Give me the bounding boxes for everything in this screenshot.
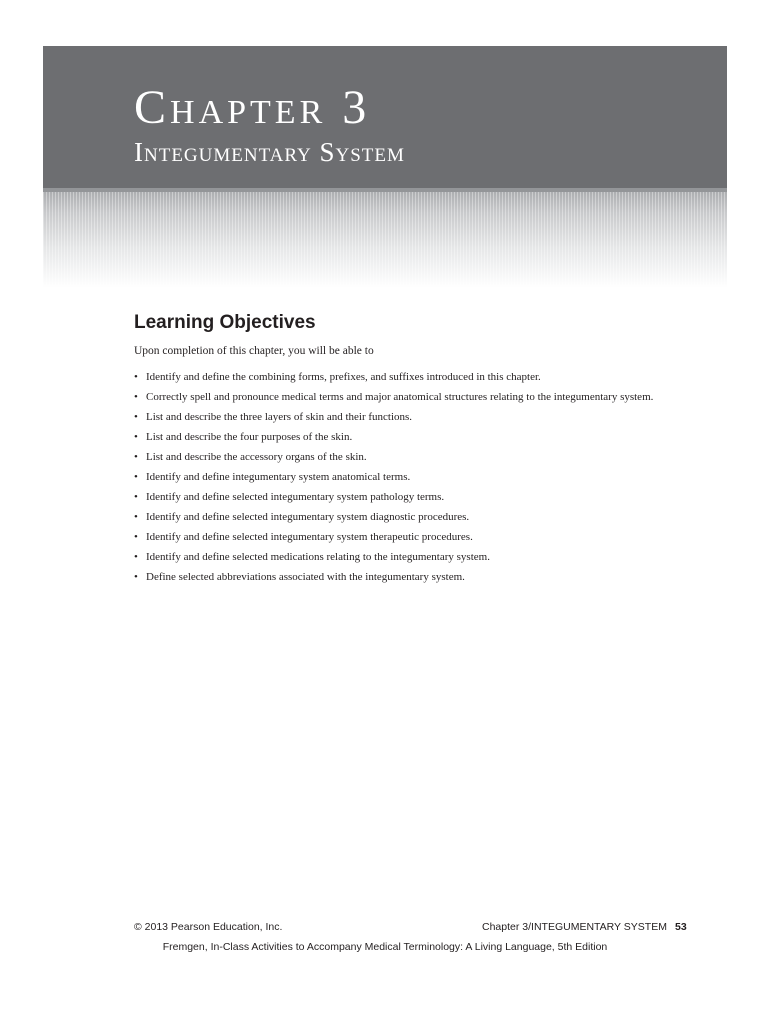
objective-text: Identify and define selected integumentary system pathology terms. <box>146 491 445 503</box>
objective-text: List and describe the accessory organs of the skin. <box>146 451 367 463</box>
learning-objectives-heading: Learning Objectives <box>134 312 316 333</box>
objective-text: Identify and define selected medications relating to the integumentary system. <box>146 551 490 563</box>
bullet-icon: • <box>134 371 138 383</box>
objective-item <box>134 547 694 567</box>
objective-item <box>134 407 694 427</box>
bullet-icon: • <box>134 391 138 403</box>
objective-item <box>134 447 694 467</box>
objective-text: Identify and define selected integumentary system diagnostic procedures. <box>146 511 470 523</box>
objective-text: List and describe the three layers of skin and their functions. <box>146 411 413 423</box>
objective-item <box>134 567 694 587</box>
objective-item <box>134 467 694 487</box>
bullet-icon: • <box>134 551 138 563</box>
bullet-icon: • <box>134 571 138 583</box>
objective-item <box>134 387 694 407</box>
objective-item <box>134 507 694 527</box>
book-title-footer: Fremgen, In-Class Activities to Accompany Medical Terminology: A Living Language, 5th Edition <box>162 941 608 953</box>
chapter-title: Chapter 3 <box>134 81 371 134</box>
bullet-icon: • <box>134 531 138 543</box>
objectives-list <box>134 367 694 587</box>
chapter-subtitle: Integumentary System <box>134 137 405 167</box>
bullet-icon: • <box>134 411 138 423</box>
objective-text: Correctly spell and pronounce medical terms and major anatomical structures relating to the integumentary system. <box>146 391 654 403</box>
objective-item <box>134 367 694 387</box>
objectives-intro: Upon completion of this chapter, you will be able to <box>134 345 374 357</box>
banner-gradient <box>43 188 727 288</box>
objective-item <box>134 487 694 507</box>
objective-item <box>134 427 694 447</box>
objective-text: Identify and define the combining forms, prefixes, and suffixes introduced in this chapter. <box>146 371 541 383</box>
bullet-icon: • <box>134 511 138 523</box>
bullet-icon: • <box>134 471 138 483</box>
bullet-icon: • <box>134 451 138 463</box>
objective-text: Identify and define integumentary system anatomical terms. <box>146 471 411 483</box>
bullet-icon: • <box>134 491 138 503</box>
objective-text: Identify and define selected integumentary system therapeutic procedures. <box>146 531 473 543</box>
bullet-icon: • <box>134 431 138 443</box>
page-number: 53 <box>675 921 687 933</box>
objective-text: List and describe the four purposes of the skin. <box>146 431 353 443</box>
banner-divider <box>43 188 727 192</box>
objective-item <box>134 527 694 547</box>
copyright-notice: © 2013 Pearson Education, Inc. <box>134 921 283 933</box>
running-head: Chapter 3/INTEGUMENTARY SYSTEM <box>482 921 667 933</box>
objective-text: Define selected abbreviations associated with the integumentary system. <box>146 571 465 583</box>
